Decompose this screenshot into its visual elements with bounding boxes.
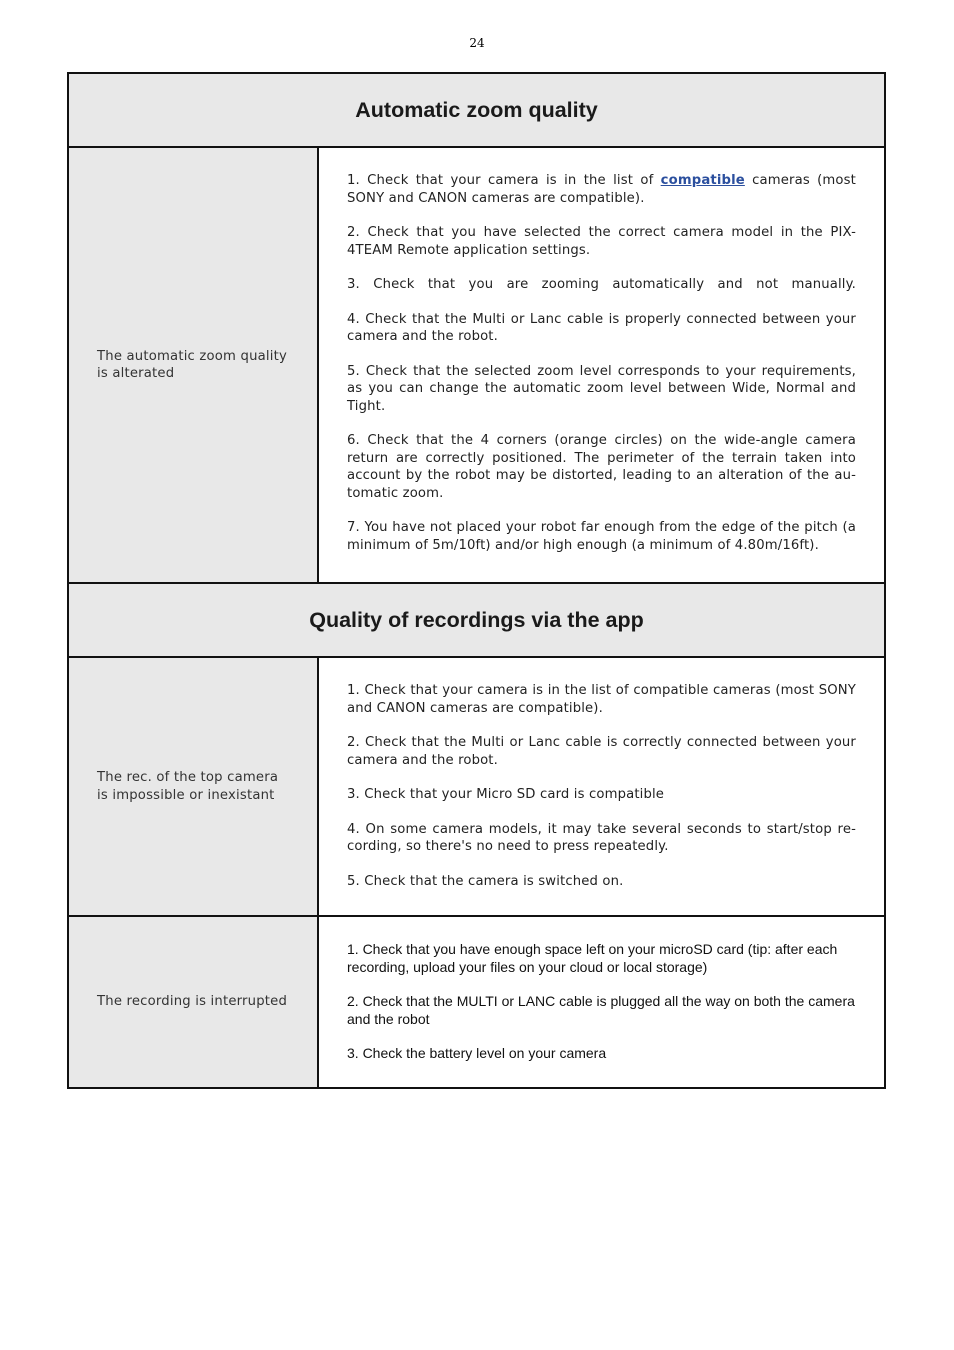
issue-text: The rec. of the top camera is impossible or inexistant <box>97 770 279 803</box>
section-title-cell <box>68 583 885 657</box>
step-3: 3. Check the battery level on your camera <box>347 1045 607 1061</box>
step-5: 5. Check that the camera is switched on. <box>347 873 624 889</box>
steps-cell <box>318 916 885 1088</box>
section-title-recordings: Quality of recordings via the app <box>309 607 644 632</box>
steps-cell <box>318 147 885 583</box>
step-1: 1. Check that your camera is in the list of compatible cameras (most SONY and CANON cameras are compatible). <box>347 173 856 206</box>
troubleshooting-table <box>67 72 886 1089</box>
step-2: 2. Check that the MULTI or LANC cable is plugged all the way on both the camera and the robot <box>347 993 855 1027</box>
step-1: 1. Check that your camera is in the list of compatible cameras (most SONY and CANON cameras are compatible). <box>347 683 856 716</box>
step-4: 4. On some camera models, it may take several seconds to start/stop re-cording, so there's no need to press repeatedly. <box>347 821 856 854</box>
issue-cell <box>68 657 318 916</box>
step-7: 7. You have not placed your robot far enough from the edge of the pitch (a minimum of 5m/10ft) and/or high enough (a minimum of 4.80m/16ft). <box>347 520 856 553</box>
page-number: 24 <box>469 36 485 50</box>
step-1: 1. Check that you have enough space left on your microSD card (tip: after each recording, upload your files on your cloud or local storage) <box>347 941 838 975</box>
issue-cell <box>68 147 318 583</box>
step-5: 5. Check that the selected zoom level corresponds to your requirements, as you can change the automatic zoom level between Wide, Normal and Tight. <box>347 363 856 414</box>
issue-text: The recording is interrupted <box>97 994 288 1010</box>
step-2: 2. Check that the Multi or Lanc cable is correctly connected between your camera and the robot. <box>347 735 856 768</box>
step-4: 4. Check that the Multi or Lanc cable is properly connected between your camera and the robot. <box>347 311 856 344</box>
compatible-link[interactable]: compatible <box>660 173 745 188</box>
issue-text: The automatic zoom quality is alterated <box>97 348 288 381</box>
table-row <box>68 916 885 1088</box>
section-header-row <box>68 583 885 657</box>
issue-cell <box>68 916 318 1088</box>
table-row <box>68 147 885 583</box>
section-title-cell <box>68 73 885 147</box>
step-3: 3. Check that your Micro SD card is compatible <box>347 787 665 802</box>
step-2: 2. Check that you have selected the correct camera model in the PIX-4TEAM Remote application settings. <box>347 225 856 258</box>
section-header-row <box>68 73 885 147</box>
section-title-automatic-zoom: Automatic zoom quality <box>355 97 598 122</box>
step-6: 6. Check that the 4 corners (orange circles) on the wide-angle camera return are correctly positioned. The perimeter of the terrain taken into account by the robot may be distorted, leading to an alteration of the au-tomatic zoom. <box>347 433 856 501</box>
table-row <box>68 657 885 916</box>
step-3: 3. Check that you are zooming automatically and not manually. <box>347 277 856 292</box>
steps-cell <box>318 657 885 916</box>
